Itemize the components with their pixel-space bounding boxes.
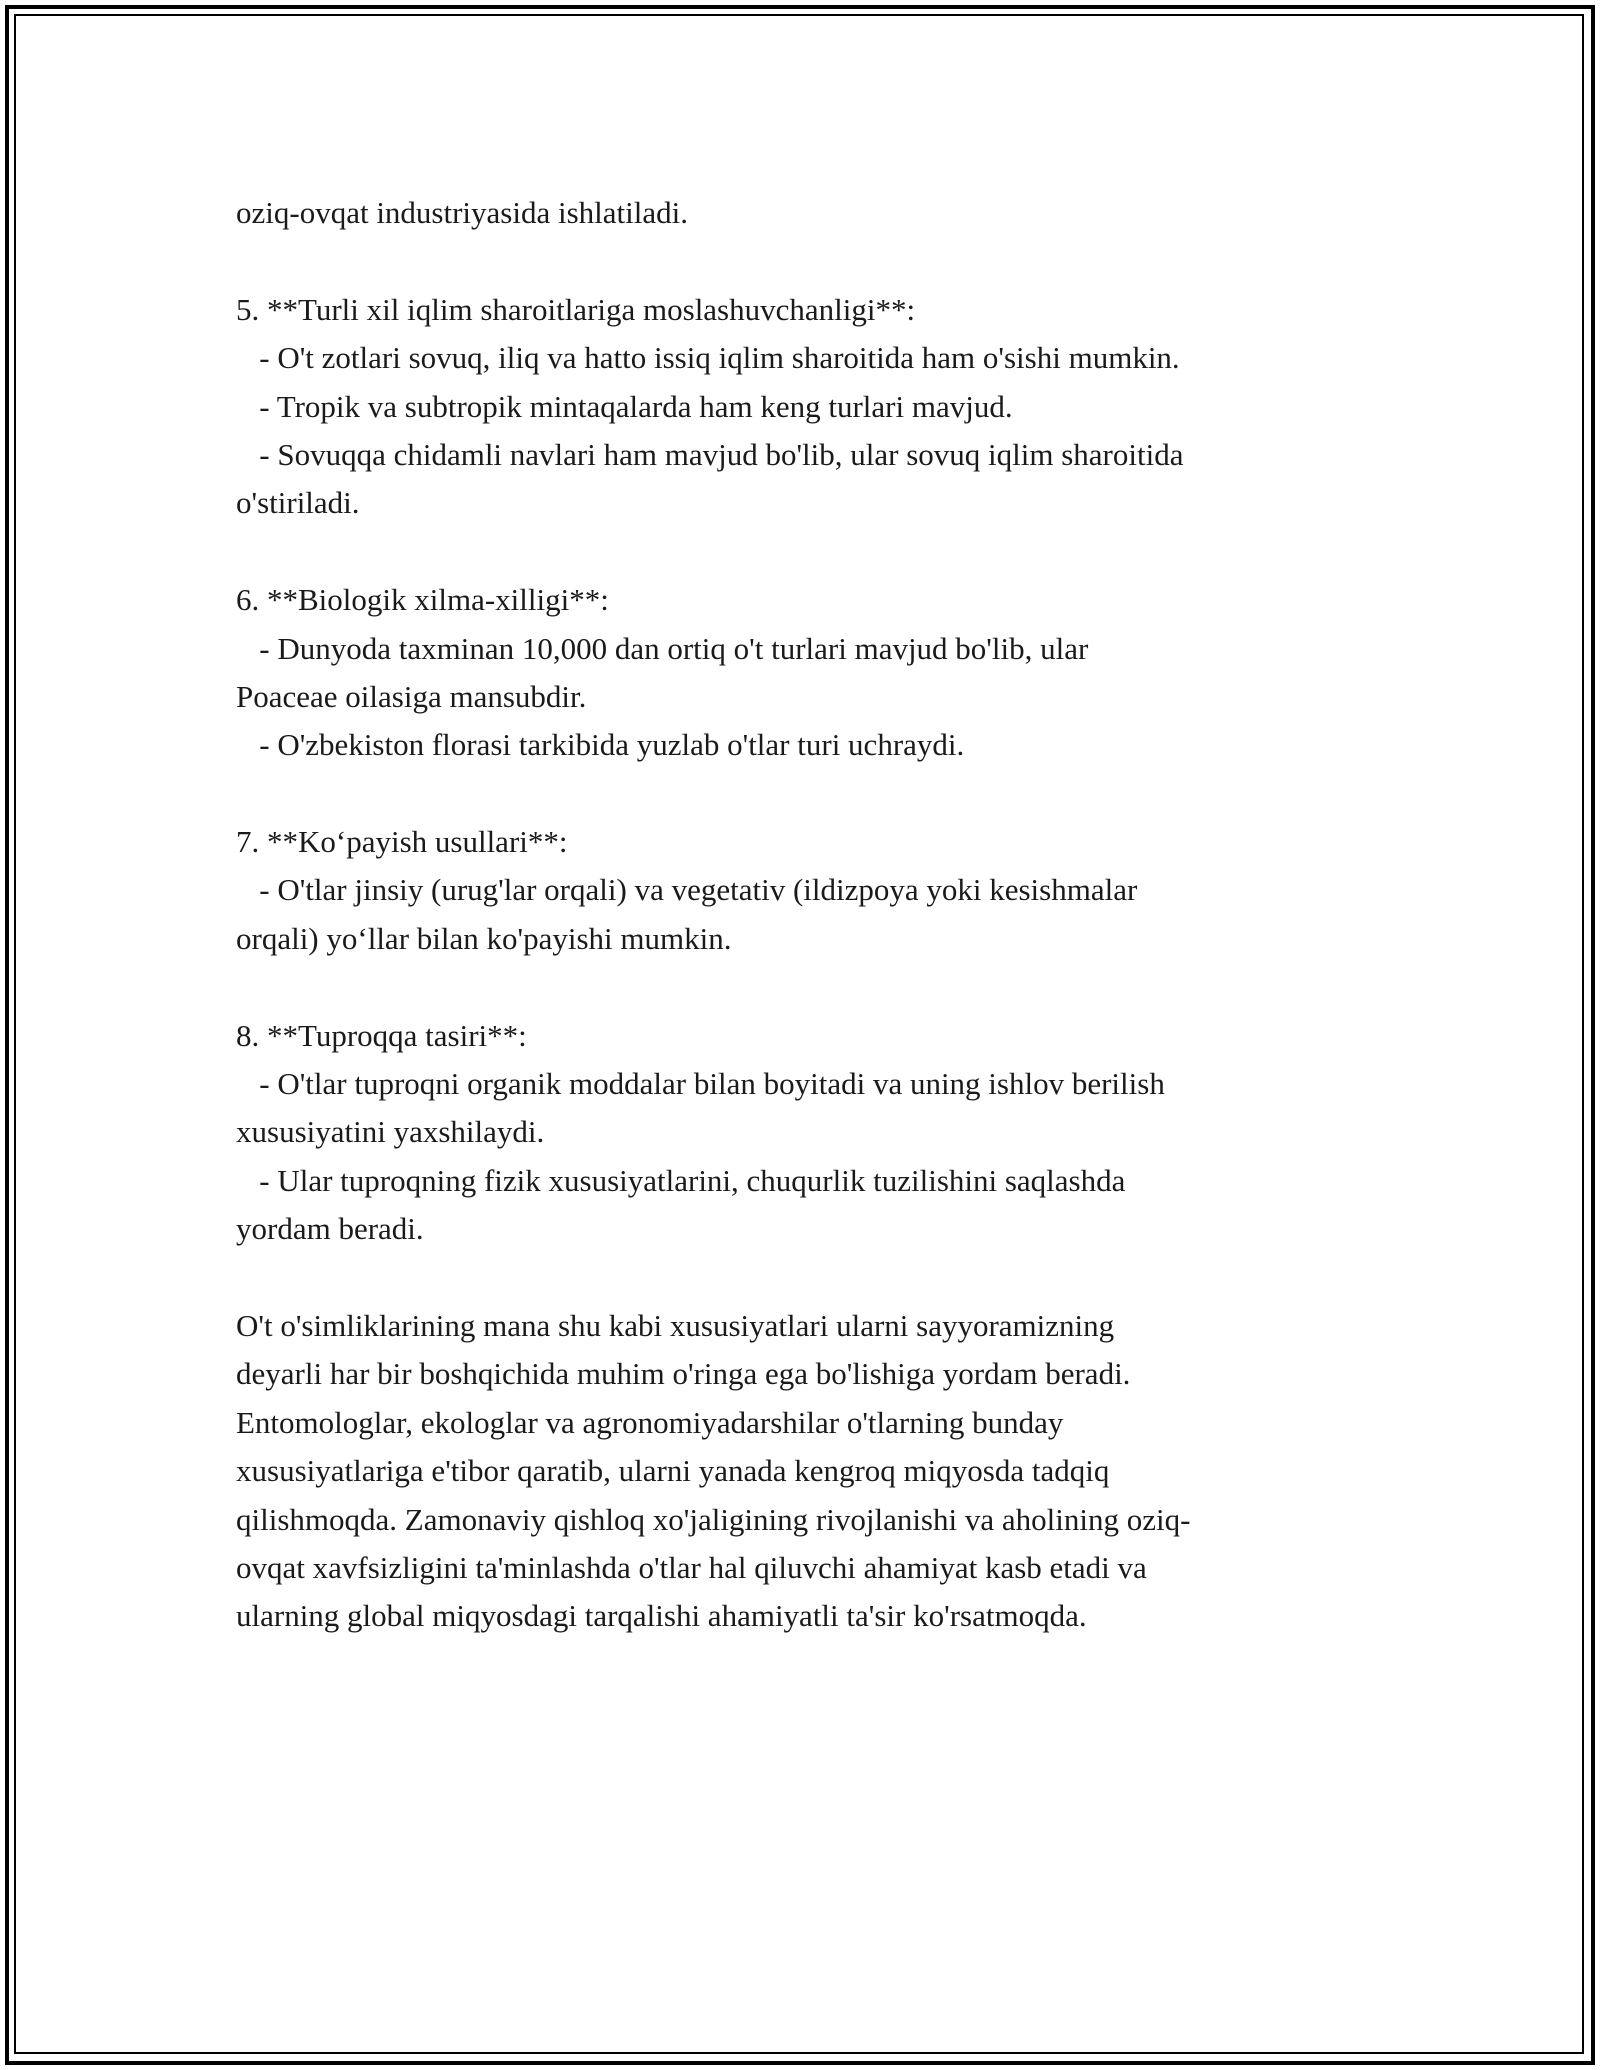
list-item: - Tropik va subtropik mintaqalarda ham keng turlari mavjud. (236, 388, 1013, 424)
text-line: xususiyatini yaxshilaydi. (236, 1114, 545, 1150)
list-item: - O't zotlari sovuq, iliq va hatto issiq iqlim sharoitida ham o'sishi mumkin. (236, 340, 1180, 376)
blank-line (236, 963, 1376, 1011)
text-line: yordam beradi. (236, 1211, 424, 1247)
section-heading-5: 5. **Turli xil iqlim sharoitlariga moslashuvchanligi**: (236, 291, 916, 327)
blank-line (236, 237, 1376, 285)
conclusion-line: deyarli har bir boshqichida muhim o'ringa ega bo'lishiga yordam beradi. (236, 1356, 1131, 1392)
blank-line (236, 1254, 1376, 1302)
conclusion-line: ovqat xavfsizligini ta'minlashda o'tlar hal qiluvchi ahamiyat kasb etadi va (236, 1549, 1147, 1585)
list-item: - O'tlar jinsiy (urug'lar orqali) va vegetativ (ildizpoya yoki kesishmalar (236, 872, 1138, 908)
text-line: oziq-ovqat industriyasida ishlatiladi. (236, 195, 688, 230)
conclusion-line: ularning global miqyosdagi tarqalishi ahamiyatli ta'sir ko'rsatmoqda. (236, 1598, 1087, 1634)
conclusion-line: xususiyatlariga e'tibor qaratib, ularni yanada kengroq miqyosda tadqiq (236, 1453, 1110, 1489)
document-body (236, 189, 1376, 1641)
list-item: - Sovuqqa chidamli navlari ham mavjud bo'lib, ular sovuq iqlim sharoitida (236, 436, 1184, 472)
text-line: Poaceae oilasiga mansubdir. (236, 678, 587, 714)
blank-line (236, 528, 1376, 576)
text-line: orqali) yo‘llar bilan ko'payishi mumkin. (236, 920, 732, 956)
list-item: - O'tlar tuproqni organik moddalar bilan boyitadi va uning ishlov berilish (236, 1066, 1165, 1102)
section-heading-6: 6. **Biologik xilma-xilligi**: (236, 582, 609, 618)
blank-line (236, 770, 1376, 818)
conclusion-line: Entomologlar, ekologlar va agronomiyadarshilar o'tlarning bunday (236, 1404, 1064, 1440)
list-item: - O'zbekiston florasi tarkibida yuzlab o'tlar turi uchraydi. (236, 727, 965, 763)
conclusion-line: qilishmoqda. Zamonaviy qishloq xo'jaligining rivojlanishi va aholining oziq- (236, 1501, 1191, 1537)
list-item: - Dunyoda taxminan 10,000 dan ortiq o't turlari mavjud bo'lib, ular (236, 630, 1089, 666)
section-heading-7: 7. **Ko‘payish usullari**: (236, 824, 568, 860)
section-heading-8: 8. **Tuproqqa tasiri**: (236, 1017, 527, 1053)
text-line: o'stiriladi. (236, 485, 360, 521)
conclusion-line: O't o'simliklarining mana shu kabi xususiyatlari ularni sayyoramizning (236, 1307, 1115, 1343)
list-item: - Ular tuproqning fizik xususiyatlarini, chuqurlik tuzilishini saqlashda (236, 1162, 1126, 1198)
